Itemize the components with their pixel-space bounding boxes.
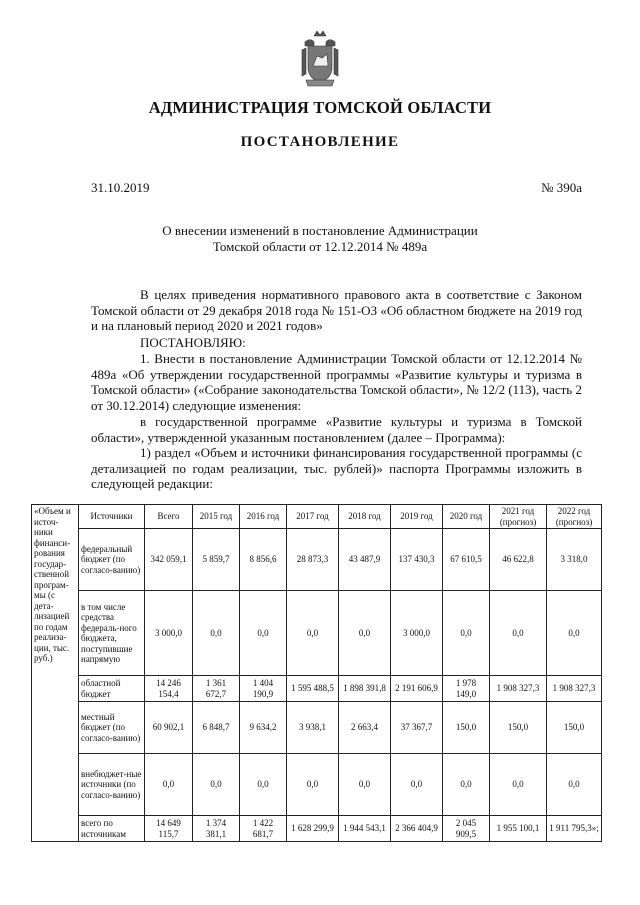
document-type: ПОСТАНОВЛЕНИЕ	[240, 134, 400, 150]
clause-1-paragraph: 1. Внести в постановление Администрации Томской области от 12.12.2014 № 489а «Об утверждении государственной программы «Развитие культуры и туризма в Томской области» («Собрание законодательства Томской области», № 12/2 (113), часть 2 от 30.12.2014) следующие изменения:	[91, 351, 582, 413]
table-cell: 43 487,9	[339, 529, 391, 591]
table-cell: 28 873,3	[287, 529, 339, 591]
table-cell: 1 908 327,3	[490, 676, 547, 702]
table-cell: 14 246 154,4	[145, 676, 193, 702]
table-cell: 0,0	[391, 754, 443, 816]
table-header: 2016 год	[240, 505, 287, 529]
table-cell: 0,0	[145, 754, 193, 816]
table-row	[32, 676, 602, 702]
coat-of-arms-icon	[300, 30, 340, 88]
table-row	[32, 702, 602, 754]
table-header: 2017 год	[287, 505, 339, 529]
table-header: 2015 год	[193, 505, 240, 529]
table-cell: в том числе средства федераль-ного бюджета, поступившие напрямую	[79, 591, 145, 676]
table-cell: всего по источникам	[79, 816, 145, 842]
table-cell: 2 191 606,9	[391, 676, 443, 702]
table-cell: 0,0	[240, 754, 287, 816]
table-cell: 14 649 115,7	[145, 816, 193, 842]
table-header: Источники	[79, 505, 145, 529]
section-change-paragraph: 1) раздел «Объем и источники финансирования государственной программы (с детализацией по годам реализации, тыс. рублей)» паспорта Программы изложить в следующей редакции:	[91, 445, 582, 491]
table-cell: 60 902,1	[145, 702, 193, 754]
table-header: 2018 год	[339, 505, 391, 529]
table-cell: 1 944 543,1	[339, 816, 391, 842]
table-cell: 46 622,8	[490, 529, 547, 591]
table-cell: 2 366 404,9	[391, 816, 443, 842]
table-cell: 37 367,7	[391, 702, 443, 754]
table-cell: 1 898 391,8	[339, 676, 391, 702]
table-cell: 0,0	[339, 591, 391, 676]
table-cell: 1 595 488,5	[287, 676, 339, 702]
table-cell: 1 628 299,9	[287, 816, 339, 842]
table-cell: 0,0	[443, 754, 490, 816]
table-cell: 9 634,2	[240, 702, 287, 754]
table-row	[32, 816, 602, 842]
table-cell: 1 404 190,9	[240, 676, 287, 702]
subject-line: Томской области от 12.12.2014 № 489а	[212, 239, 428, 254]
table-cell: 6 848,7	[193, 702, 240, 754]
table-cell: 1 978 149,0	[443, 676, 490, 702]
table-header: 2020 год	[443, 505, 490, 529]
table-cell: 0,0	[339, 754, 391, 816]
table-row	[32, 529, 602, 591]
table-cell: 3 000,0	[391, 591, 443, 676]
document-date: 31.10.2019	[91, 180, 150, 195]
table-cell: 137 430,3	[391, 529, 443, 591]
table-cell: 0,0	[193, 754, 240, 816]
table-cell: 0,0	[287, 754, 339, 816]
table-cell: 0,0	[490, 754, 547, 816]
table-header: 2021 год (прогноз)	[490, 505, 547, 529]
subject-line: О внесении изменений в постановление Администрации	[162, 223, 478, 238]
document-subject	[0, 223, 640, 255]
table-cell: 1 422 681,7	[240, 816, 287, 842]
table-cell: местный бюджет (по согласо-ванию)	[79, 702, 145, 754]
resolve-heading: ПОСТАНОВЛЯЮ:	[140, 335, 246, 350]
table-cell: 3 000,0	[145, 591, 193, 676]
table-cell: 2 663,4	[339, 702, 391, 754]
table-cell: 1 374 381,1	[193, 816, 240, 842]
table-cell: 150,0	[443, 702, 490, 754]
table-cell: 1 955 100,1	[490, 816, 547, 842]
organization-title: АДМИНИСТРАЦИЯ ТОМСКОЙ ОБЛАСТИ	[148, 98, 492, 117]
table-cell: 1 908 327,3	[547, 676, 602, 702]
table-cell: 150,0	[490, 702, 547, 754]
table-cell: 67 610,5	[443, 529, 490, 591]
table-cell: внебюджет-ные источники (по согласо-ванию)	[79, 754, 145, 816]
table-cell: 3 318,0	[547, 529, 602, 591]
table-cell: федеральный бюджет (по согласо-ванию)	[79, 529, 145, 591]
table-cell: 8 856,6	[240, 529, 287, 591]
program-paragraph: в государственной программе «Развитие культуры и туризма в Томской области», утвержденной указанным постановлением (далее – Программа):	[91, 414, 582, 445]
table-cell: 0,0	[443, 591, 490, 676]
table-header-row	[32, 505, 602, 529]
table-cell: 0,0	[547, 591, 602, 676]
document-number: № 390а	[541, 180, 582, 195]
table-header: 2019 год	[391, 505, 443, 529]
table-cell: 0,0	[240, 591, 287, 676]
table-cell: 0,0	[193, 591, 240, 676]
table-cell: областной бюджет	[79, 676, 145, 702]
table-cell: 0,0	[287, 591, 339, 676]
preamble-paragraph: В целях приведения нормативного правового акта в соответствие с Законом Томской области от 29 декабря 2018 года № 151-ОЗ «Об областном бюджете на 2019 год и на плановый период 2020 и 2021 годов»	[91, 287, 582, 333]
table-cell: 0,0	[547, 754, 602, 816]
table-header: Всего	[145, 505, 193, 529]
table-cell: 1 361 672,7	[193, 676, 240, 702]
financing-table	[31, 504, 602, 842]
table-cell: 1 911 795,3»;	[547, 816, 602, 842]
table-cell: 5 859,7	[193, 529, 240, 591]
table-header: 2022 год (прогноз)	[547, 505, 602, 529]
table-row	[32, 591, 602, 676]
financing-label-cell: «Объем и источ-ники финанси-рования государ-ственной програм-мы (с дета-лизацией по годам реализа-ции, тыс. руб.)	[32, 505, 79, 842]
table-cell: 0,0	[490, 591, 547, 676]
table-cell: 150,0	[547, 702, 602, 754]
table-cell: 342 059,1	[145, 529, 193, 591]
table-cell: 3 938,1	[287, 702, 339, 754]
table-row	[32, 754, 602, 816]
table-cell: 2 045 909,5	[443, 816, 490, 842]
